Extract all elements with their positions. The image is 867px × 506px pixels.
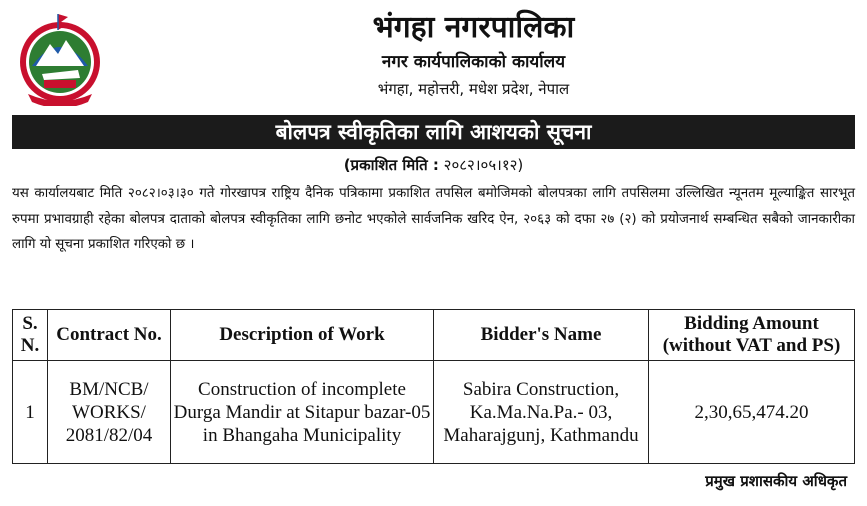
header-description: Description of Work: [171, 310, 434, 361]
office-subtitle: नगर कार्यपालिकाको कार्यालय: [381, 52, 566, 72]
cell-contract-no: BM/NCB/ WORKS/ 2081/82/04: [48, 361, 171, 464]
notice-body: यस कार्यालयबाट मिति २०८२।०३।३० गते गोरखापत्र राष्ट्रिय दैनिक पत्रिकामा प्रकाशित तपसिल बमोजिमको बोलपत्रका लागि तपसिलमा उल्लिखित न्यूनतम मूल्याङ्कित सारभूत रुपमा प्रभावग्राही रहेका बोलपत्र दाताको बोलपत्र स्वीकृतिका लागि छनोट भएकोले सार्वजनिक खरिद ऐन, २०६३ को दफा २७ (२) को प्रयोजनार्थ सम्बन्धित सबैको जानकारीका लागि यो सूचना प्रकाशित गरिएको छ ।: [12, 186, 855, 252]
municipality-title: भंगहा नगरपालिका: [372, 10, 575, 45]
contract-table: [12, 309, 855, 464]
header-bidder: Bidder's Name: [434, 310, 649, 361]
published-label: (प्रकाशित मिति :: [343, 156, 439, 174]
nepal-emblem-icon: [14, 8, 106, 106]
signatory-title: प्रमुख प्रशासकीय अधिकृत: [705, 472, 847, 490]
cell-bidder: Sabira Construction, Ka.Ma.Na.Pa.- 03, Maharajgunj, Kathmandu: [434, 361, 649, 464]
header-contract-no: Contract No.: [48, 310, 171, 361]
published-date: [0, 154, 867, 176]
cell-sn: 1: [13, 361, 48, 464]
notice-heading-banner: बोलपत्र स्वीकृतिका लागि आशयको सूचना: [12, 115, 855, 149]
cell-amount: 2,30,65,474.20: [649, 361, 855, 464]
table-header-row: [13, 310, 855, 361]
header-amount: Bidding Amount (without VAT and PS): [649, 310, 855, 361]
table-row: [13, 361, 855, 464]
header-sn: S. N.: [13, 310, 48, 361]
office-address: भंगहा, महोत्तरी, मधेश प्रदेश, नेपाल: [377, 80, 570, 98]
cell-description: Construction of incomplete Durga Mandir at Sitapur bazar-05 in Bhangaha Municipality: [171, 361, 434, 464]
published-date-value: २०८२।०५।१२): [443, 156, 524, 174]
